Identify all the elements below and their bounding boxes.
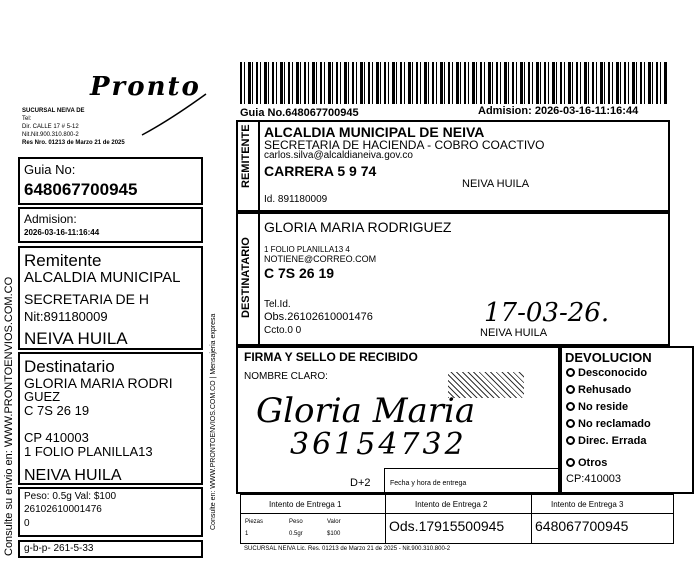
destinatario-label: Destinatario <box>24 357 115 376</box>
valor-value: $100 <box>327 531 341 537</box>
piezas-value: 1 <box>245 531 249 537</box>
logo-text: Pronto <box>90 72 201 102</box>
guia-box <box>18 157 203 205</box>
remitente-email: carlos.silva@alcaldianeiva.gov.co <box>264 150 413 161</box>
remitente-label: Remitente <box>24 251 102 270</box>
remitente-line-2: SECRETARIA DE H <box>24 291 149 307</box>
branch-line-3: Dir. CALLE 17 # 5-12 <box>22 124 79 130</box>
dest-telid: Tel.Id. <box>264 299 291 310</box>
admision-label: Admision: <box>24 212 77 226</box>
destinatario-line-2: GUEZ <box>24 389 61 404</box>
devolucion-block <box>560 346 694 494</box>
dest-folio: 1 FOLIO PLANILLA13 4 <box>264 245 350 254</box>
intento-3: Intento de Entrega 3 <box>551 500 624 509</box>
handwritten-name: Gloria Maria <box>256 391 476 431</box>
remitente-line-3: Nit:891180009 <box>24 309 108 324</box>
admision-value: 2026-03-16-11:16:44 <box>24 228 100 237</box>
d2-label: D+2 <box>350 477 371 489</box>
radio-icon <box>566 402 575 411</box>
peso-value: 0.5gr <box>289 531 303 537</box>
dest-city: NEIVA HUILA <box>480 327 548 339</box>
intento-2: Intento de Entrega 2 <box>415 500 488 509</box>
devolucion-option-2[interactable]: Rehusado <box>566 385 631 396</box>
branch-line-1: SUCURSAL NEIVA DE <box>22 108 85 114</box>
dest-address: C 7S 26 19 <box>264 265 335 281</box>
dest-obs: Obs.26102610001476 <box>264 311 373 323</box>
ods-value: Ods.17915500945 <box>389 518 505 534</box>
admision-header: Admision: 2026-03-16-11:16:44 <box>478 105 639 117</box>
devolucion-option-6[interactable]: Otros <box>566 458 607 469</box>
valor-label: Valor <box>327 519 341 525</box>
piezas-label: Piezas <box>245 519 264 525</box>
nombre-claro: NOMBRE CLARO: <box>244 371 328 382</box>
handwritten-date: 17-03-26. <box>484 298 610 328</box>
guia-value: 648067700945 <box>24 180 138 199</box>
peso-line: Peso: 0.5g Val: $100 <box>24 491 117 502</box>
peso-label: Peso <box>289 519 303 525</box>
left-side-text: Consulte su envio en: WWW.PRONTOENVIOS.COM.CO <box>3 276 15 556</box>
remitente-dept: SECRETARIA DE HACIENDA - COBRO COACTIVO <box>264 138 545 152</box>
branch-line-5: Res Nro. 01213 de Marzo 21 de 2025 <box>22 140 125 146</box>
destinatario-line-8: NEIVA HUILA <box>24 467 122 484</box>
branch-line-4: Nit.Nit.900.310.800-2 <box>22 132 79 138</box>
destinatario-line-3: C 7S 26 19 <box>24 403 90 418</box>
cp-label: CP:410003 <box>566 473 622 485</box>
branch-line-2: Tel: <box>22 116 32 122</box>
devolucion-option-3[interactable]: No reside <box>566 402 628 413</box>
destinatario-line-6: 1 FOLIO PLANILLA13 <box>24 444 153 459</box>
peso-line-2: 26102610001476 <box>24 504 102 515</box>
destinatario-name: GLORIA MARIA RODRIGUEZ <box>264 219 452 235</box>
guia-label: Guia No: <box>24 162 76 177</box>
radio-icon <box>566 419 575 428</box>
dest-email: NOTIENE@CORREO.COM <box>264 254 377 264</box>
remitente-box <box>18 246 203 350</box>
handwritten-id: 36154732 <box>290 427 467 462</box>
dest-ccto: Ccto.0 0 <box>264 325 302 336</box>
footer-text: SUCURSAL NEIVA Lic. Res. 01213 de Marzo 21 de 2025 - Nit.900.310.800-2 <box>244 546 451 552</box>
firma-block <box>236 346 560 494</box>
barcode <box>240 62 668 104</box>
intentos-row <box>240 494 674 544</box>
remitente-id: Id. 891180009 <box>264 194 328 205</box>
destinatario-box <box>18 352 203 485</box>
radio-icon <box>566 385 575 394</box>
guia-header: Guia No.648067700945 <box>240 107 359 119</box>
bottom-code: g-b-p- 261-5-33 <box>24 543 94 554</box>
middle-side-text: Consulte en: WWW.PRONTOENVIOS.COM.CO | Mensajeria expresa <box>210 313 217 530</box>
remitente-city: NEIVA HUILA <box>462 178 530 190</box>
devolucion-option-5[interactable]: Direc. Errada <box>566 436 646 447</box>
remitente-vertical-label: REMITENTE <box>240 124 252 188</box>
destinatario-line-5: CP 410003 <box>24 430 89 445</box>
signature-stroke <box>140 90 210 140</box>
remitente-line-1: ALCALDIA MUNICIPAL <box>24 269 181 286</box>
destinatario-line-1: GLORIA MARIA RODRI <box>24 375 173 391</box>
intento-1: Intento de Entrega 1 <box>269 500 342 509</box>
devolucion-option-1[interactable]: Desconocido <box>566 368 647 379</box>
remitente-address: CARRERA 5 9 74 <box>264 163 377 179</box>
remitente-line-4: NEIVA HUILA <box>24 329 128 348</box>
fecha-hora: Fecha y hora de entrega <box>390 480 467 487</box>
devolucion-title: DEVOLUCION <box>565 350 652 365</box>
devolucion-option-4[interactable]: No reclamado <box>566 419 651 430</box>
destinatario-block <box>236 212 670 346</box>
admision-box <box>18 207 203 243</box>
firma-title: FIRMA Y SELLO DE RECIBIDO <box>244 350 418 364</box>
guia-box-value: 648067700945 <box>535 518 629 534</box>
peso-line-3: 0 <box>24 518 30 529</box>
peso-box <box>18 487 203 537</box>
remitente-name: ALCALDIA MUNICIPAL DE NEIVA <box>264 124 485 140</box>
radio-icon <box>566 436 575 445</box>
bottom-code-box <box>18 540 203 558</box>
remitente-block <box>236 120 670 212</box>
radio-icon <box>566 368 575 377</box>
radio-icon <box>566 458 575 467</box>
destinatario-vertical-label: DESTINATARIO <box>240 237 252 318</box>
